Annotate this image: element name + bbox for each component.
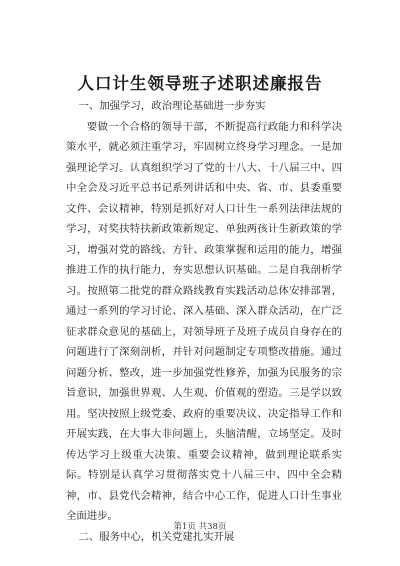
section-heading: 一、加强学习，政治理论基础进一步夯实 [78, 100, 266, 112]
page-number: 第1页 共38页 [173, 522, 227, 532]
document-title: 人口计生领导班子述职述廉报告 [77, 74, 323, 93]
page-footer [0, 520, 400, 532]
section-heading: 二、服务中心，机关党建扎实开展 [78, 530, 235, 543]
body-paragraph: 要做一个合格的领导干部，不断提高行政能力和科学决策水平，就必须注重学习，牢固树立终身学习理念。一是加强理论学习。认真组织学习了党的十八大、十八届三中、四中全会及习近平总书记系列讲话和中央、省、市、县委重要文件、会议精神，特别是抓好对人口计生一系列法律法规的学习，对奖扶特扶新政策新规定、单独两孩计生新政策的学习，增强对党的路线、方针、政策掌握和运用的能力，增强推进工作的执行能力，夯实思想认识基础。二是自我剖析学习。按照第二批党的群众路线教育实践活动总体安排部署，通过一系列的学习讨论、深入基础、深入群众活动，在广泛征求群众意见的基础上，对领导班子及班子成员自身存在的问题进行了深刻剖析，并针对问题制定专项整改措施。通过问题分析、整改，进一步加强党性修养，加强为民服务的宗旨意识，加强世界观、人生观、价值观的塑造。三是学以致用。坚决按照上级党委、政府的重要决议、决定指导工作和开展实践，在大事大非问题上，头脑清醒，立场坚定。及时传达学习上级重大决策、重要会议精神，做到理论联系实际。特别是认真学习贯彻落实党十八届三中、四中全会精神，市、县党代会精神，结合中心工作，促进人口计生事业全面进步。 [66, 120, 342, 522]
document-body [66, 96, 342, 547]
